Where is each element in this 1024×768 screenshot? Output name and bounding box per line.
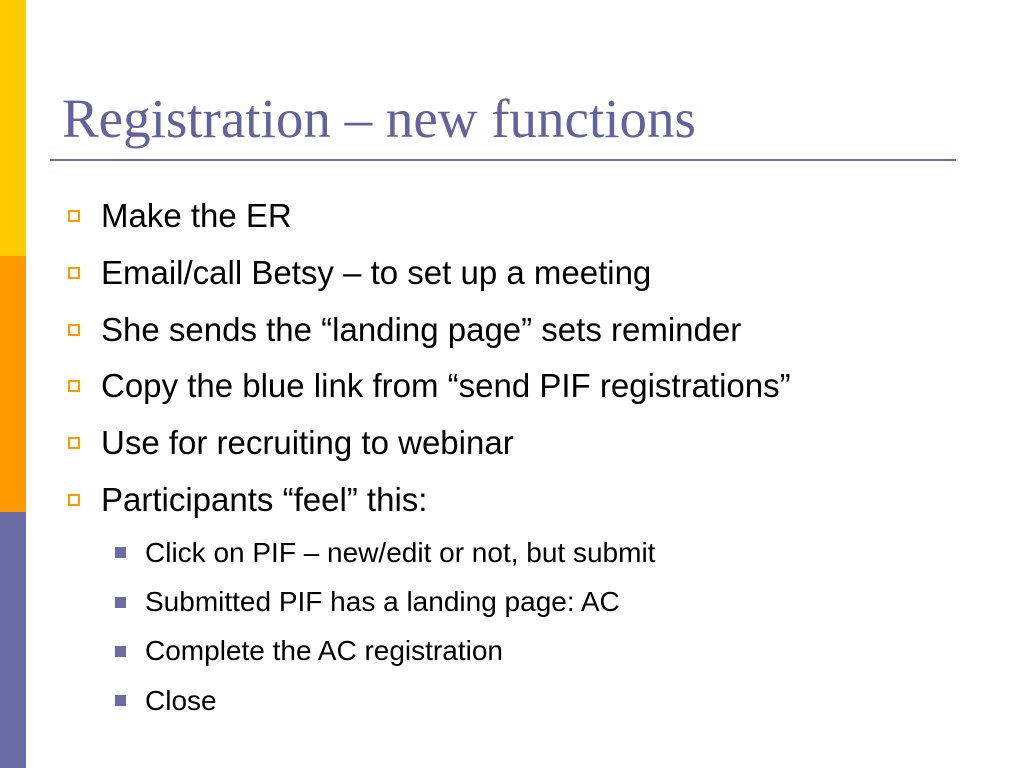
bullet-item (68, 415, 988, 472)
bullet-text: Email/call Betsy – to set up a meeting (101, 254, 652, 292)
stripe-orange (0, 256, 26, 512)
bullet-item (68, 301, 988, 358)
slide-title: Registration – new functions (62, 88, 696, 149)
hollow-square-icon (68, 267, 80, 279)
hollow-square-icon (68, 437, 80, 449)
sub-bullet-text: Submitted PIF has a landing page: AC (145, 586, 620, 618)
filled-square-icon (115, 547, 126, 558)
sub-bullet-item (115, 676, 988, 725)
filled-square-icon (115, 597, 126, 608)
sub-bullet-list (115, 528, 988, 725)
sub-bullet-item (115, 528, 988, 577)
bullet-item (68, 188, 988, 245)
bullet-item (68, 245, 988, 302)
sub-bullet-text: Close (145, 684, 217, 716)
sub-bullet-text: Click on PIF – new/edit or not, but submit (145, 536, 656, 568)
sub-bullet-item (115, 627, 988, 676)
hollow-square-icon (68, 210, 80, 222)
sub-bullet-text: Complete the AC registration (145, 635, 503, 667)
bullet-text: Make the ER (101, 197, 292, 235)
bullet-list (68, 188, 988, 725)
bullet-item (68, 471, 988, 528)
sub-bullet-item (115, 577, 988, 626)
stripe-yellow (0, 0, 26, 256)
hollow-square-icon (68, 324, 80, 336)
title-rule (50, 159, 956, 161)
filled-square-icon (115, 646, 126, 657)
bullet-text: Copy the blue link from “send PIF registrations” (101, 367, 791, 405)
hollow-square-icon (68, 494, 80, 506)
stripe-purple (0, 512, 26, 768)
bullet-text: She sends the “landing page” sets reminder (101, 310, 742, 348)
bullet-text: Participants “feel” this: (101, 480, 428, 518)
bullet-item (68, 358, 988, 415)
filled-square-icon (115, 695, 126, 706)
bullet-text: Use for recruiting to webinar (101, 424, 514, 462)
hollow-square-icon (68, 380, 80, 392)
side-stripe (0, 0, 26, 768)
